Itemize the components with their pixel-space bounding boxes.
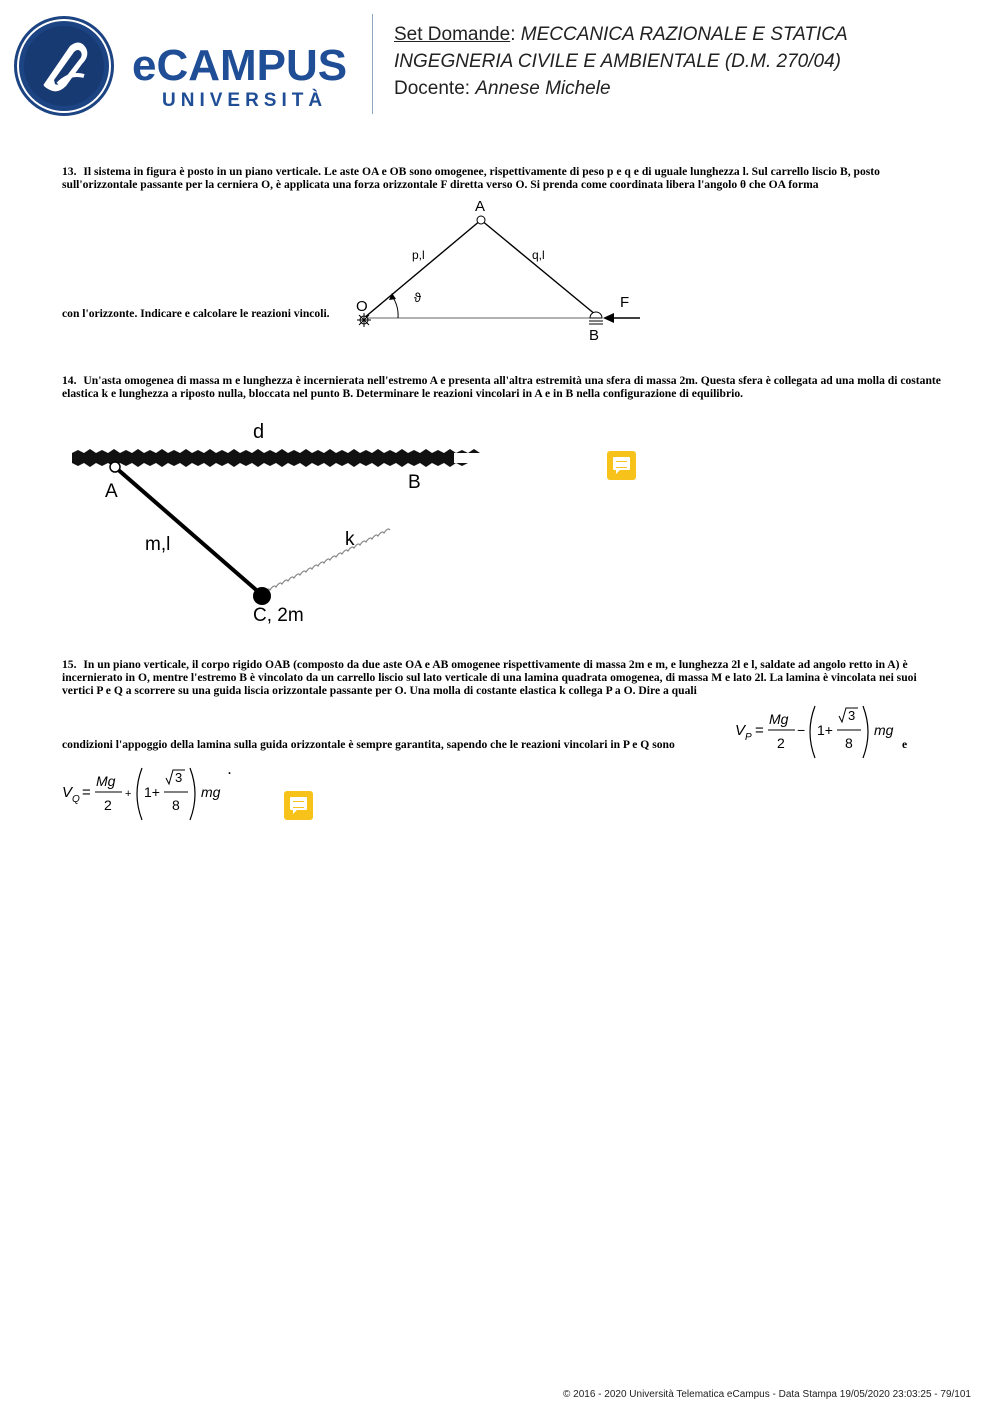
question-13-tail: con l'orizzonte. Indicare e calcolare le reazioni vincoli. — [62, 307, 330, 320]
logo-sub: UNIVERSITÀ — [162, 90, 328, 111]
comment-note-icon[interactable] — [607, 451, 636, 480]
svg-text:=: = — [82, 784, 91, 801]
question-text: In un piano verticale, il corpo rigido OAB (composto da due aste OA e AB omogenee rispettivamente di massa 2m e m, e lunghezza 2l e l, saldate ad angolo retto in A) è incernierato in O, mentre l'estremo B è vincolato da un carrello liscio sul lato verticale di una lamina quadrata omogenea, di massa M e lato 2l. La lamina è vincolata nei suoi vertici P e Q a scorrere su una guida liscia orizzontale passante per O. Una molla di costante elastica k collega P a O. Dire a quali — [62, 658, 917, 697]
vp-den: 2 — [777, 735, 785, 751]
svg-text:=: = — [755, 722, 764, 739]
label-k: k — [345, 529, 355, 550]
rod-oa — [364, 220, 481, 318]
label-ml: m,l — [145, 534, 171, 555]
label-f: F — [620, 294, 630, 311]
rod-ac — [115, 467, 262, 595]
course-subtitle: INGEGNERIA CIVILE E AMBIENTALE (D.M. 270/04) — [394, 51, 841, 72]
label-b: B — [589, 327, 600, 344]
figure-q13 — [350, 196, 650, 344]
question-14 — [62, 374, 942, 400]
vp-sub: P — [745, 732, 752, 743]
header-course-line: Set Domande: MECCANICA RAZIONALE E STATICA — [394, 24, 848, 45]
header-course-subtitle — [394, 51, 841, 73]
label-d: d — [253, 421, 265, 443]
question-text: Il sistema in figura è posto in un piano verticale. Le aste OA e OB sono omogenee, rispettivamente di peso p e q e di uguale lunghezza l. Sul carrello liscio B, posto sull'orizzontale passante per la cerniera O, è applicata una forza orizzontale F diretta verso O. Si prenda come coordinata libera l'angolo θ che OA forma — [62, 165, 880, 191]
header-divider — [372, 14, 373, 114]
header-teacher-line: Docente: Annese Michele — [394, 78, 611, 99]
question-15-tail: condizioni l'appoggio della lamina sulla guida orizzontale è sempre garantita, sapendo che le reazioni vincolari in P e Q sono — [62, 738, 675, 751]
vq-sub: Q — [72, 794, 80, 805]
spring-k — [264, 529, 390, 593]
force-f-arrow — [603, 313, 640, 323]
figure-q14 — [60, 415, 480, 630]
comment-note-icon[interactable] — [284, 791, 313, 820]
label-b: B — [408, 472, 421, 493]
sphere-c — [253, 587, 271, 605]
vq-op: + — [125, 788, 132, 800]
vq-num: Mg — [96, 773, 116, 789]
question-number: 13. — [62, 165, 77, 178]
hinge-a — [110, 462, 120, 472]
label-p: p,l — [412, 248, 425, 262]
ecampus-logo-icon — [14, 16, 114, 116]
rod-ab — [481, 220, 596, 315]
vq-den2: 8 — [172, 797, 180, 813]
vp-root: 3 — [848, 708, 856, 723]
label-c: C, 2m — [253, 605, 304, 626]
ceiling-hatch — [72, 449, 480, 467]
question-15 — [62, 658, 942, 697]
question-number: 15. — [62, 658, 77, 671]
logo-word: eCAMPUS — [132, 41, 348, 90]
vq-tail: mg — [201, 784, 221, 800]
vp-one: 1+ — [817, 722, 833, 738]
question-15-end-dot: . — [228, 763, 231, 777]
question-15-conj: e — [902, 738, 908, 751]
set-label: Set Domande — [394, 24, 511, 45]
formula-vq — [60, 764, 228, 826]
label-theta: ϑ — [414, 290, 422, 305]
course-title: MECCANICA RAZIONALE E STATICA — [520, 24, 848, 45]
label-a: A — [475, 198, 486, 215]
formula-vp — [733, 702, 901, 764]
question-13 — [62, 165, 942, 191]
vq-root: 3 — [175, 770, 183, 785]
teacher-name: Annese Michele — [475, 78, 611, 99]
question-text: Un'asta omogenea di massa m e lunghezza è incernierata nell'estremo A e presenta all'altra estremità una sfera di massa 2m. Questa sfera è collegata ad una molla di costante elastica k e lunghezza a riposto nulla, bloccata nel punto B. Determinare le reazioni vincolari in A e in B nella configurazione di equilibrio. — [62, 374, 941, 400]
label-o: O — [356, 298, 368, 315]
vq-one: 1+ — [144, 784, 160, 800]
footer-text: © 2016 - 2020 Università Telematica eCampus - Data Stampa 19/05/2020 23:03:25 - 79/101 — [563, 1389, 971, 1400]
vq-lhs: V — [62, 784, 73, 801]
hinge-o-icon — [357, 313, 371, 327]
label-a: A — [105, 481, 118, 502]
teacher-label: Docente — [394, 78, 465, 99]
vp-num: Mg — [769, 711, 789, 727]
hinge-a — [477, 216, 485, 224]
vp-op: − — [797, 722, 806, 738]
vq-den: 2 — [104, 797, 112, 813]
vp-tail: mg — [874, 722, 894, 738]
vp-lhs: V — [735, 722, 746, 739]
vp-den2: 8 — [845, 735, 853, 751]
label-q: q,l — [532, 248, 545, 262]
question-number: 14. — [62, 374, 77, 387]
ecampus-logo — [14, 14, 359, 118]
roller-b-icon — [589, 312, 603, 324]
